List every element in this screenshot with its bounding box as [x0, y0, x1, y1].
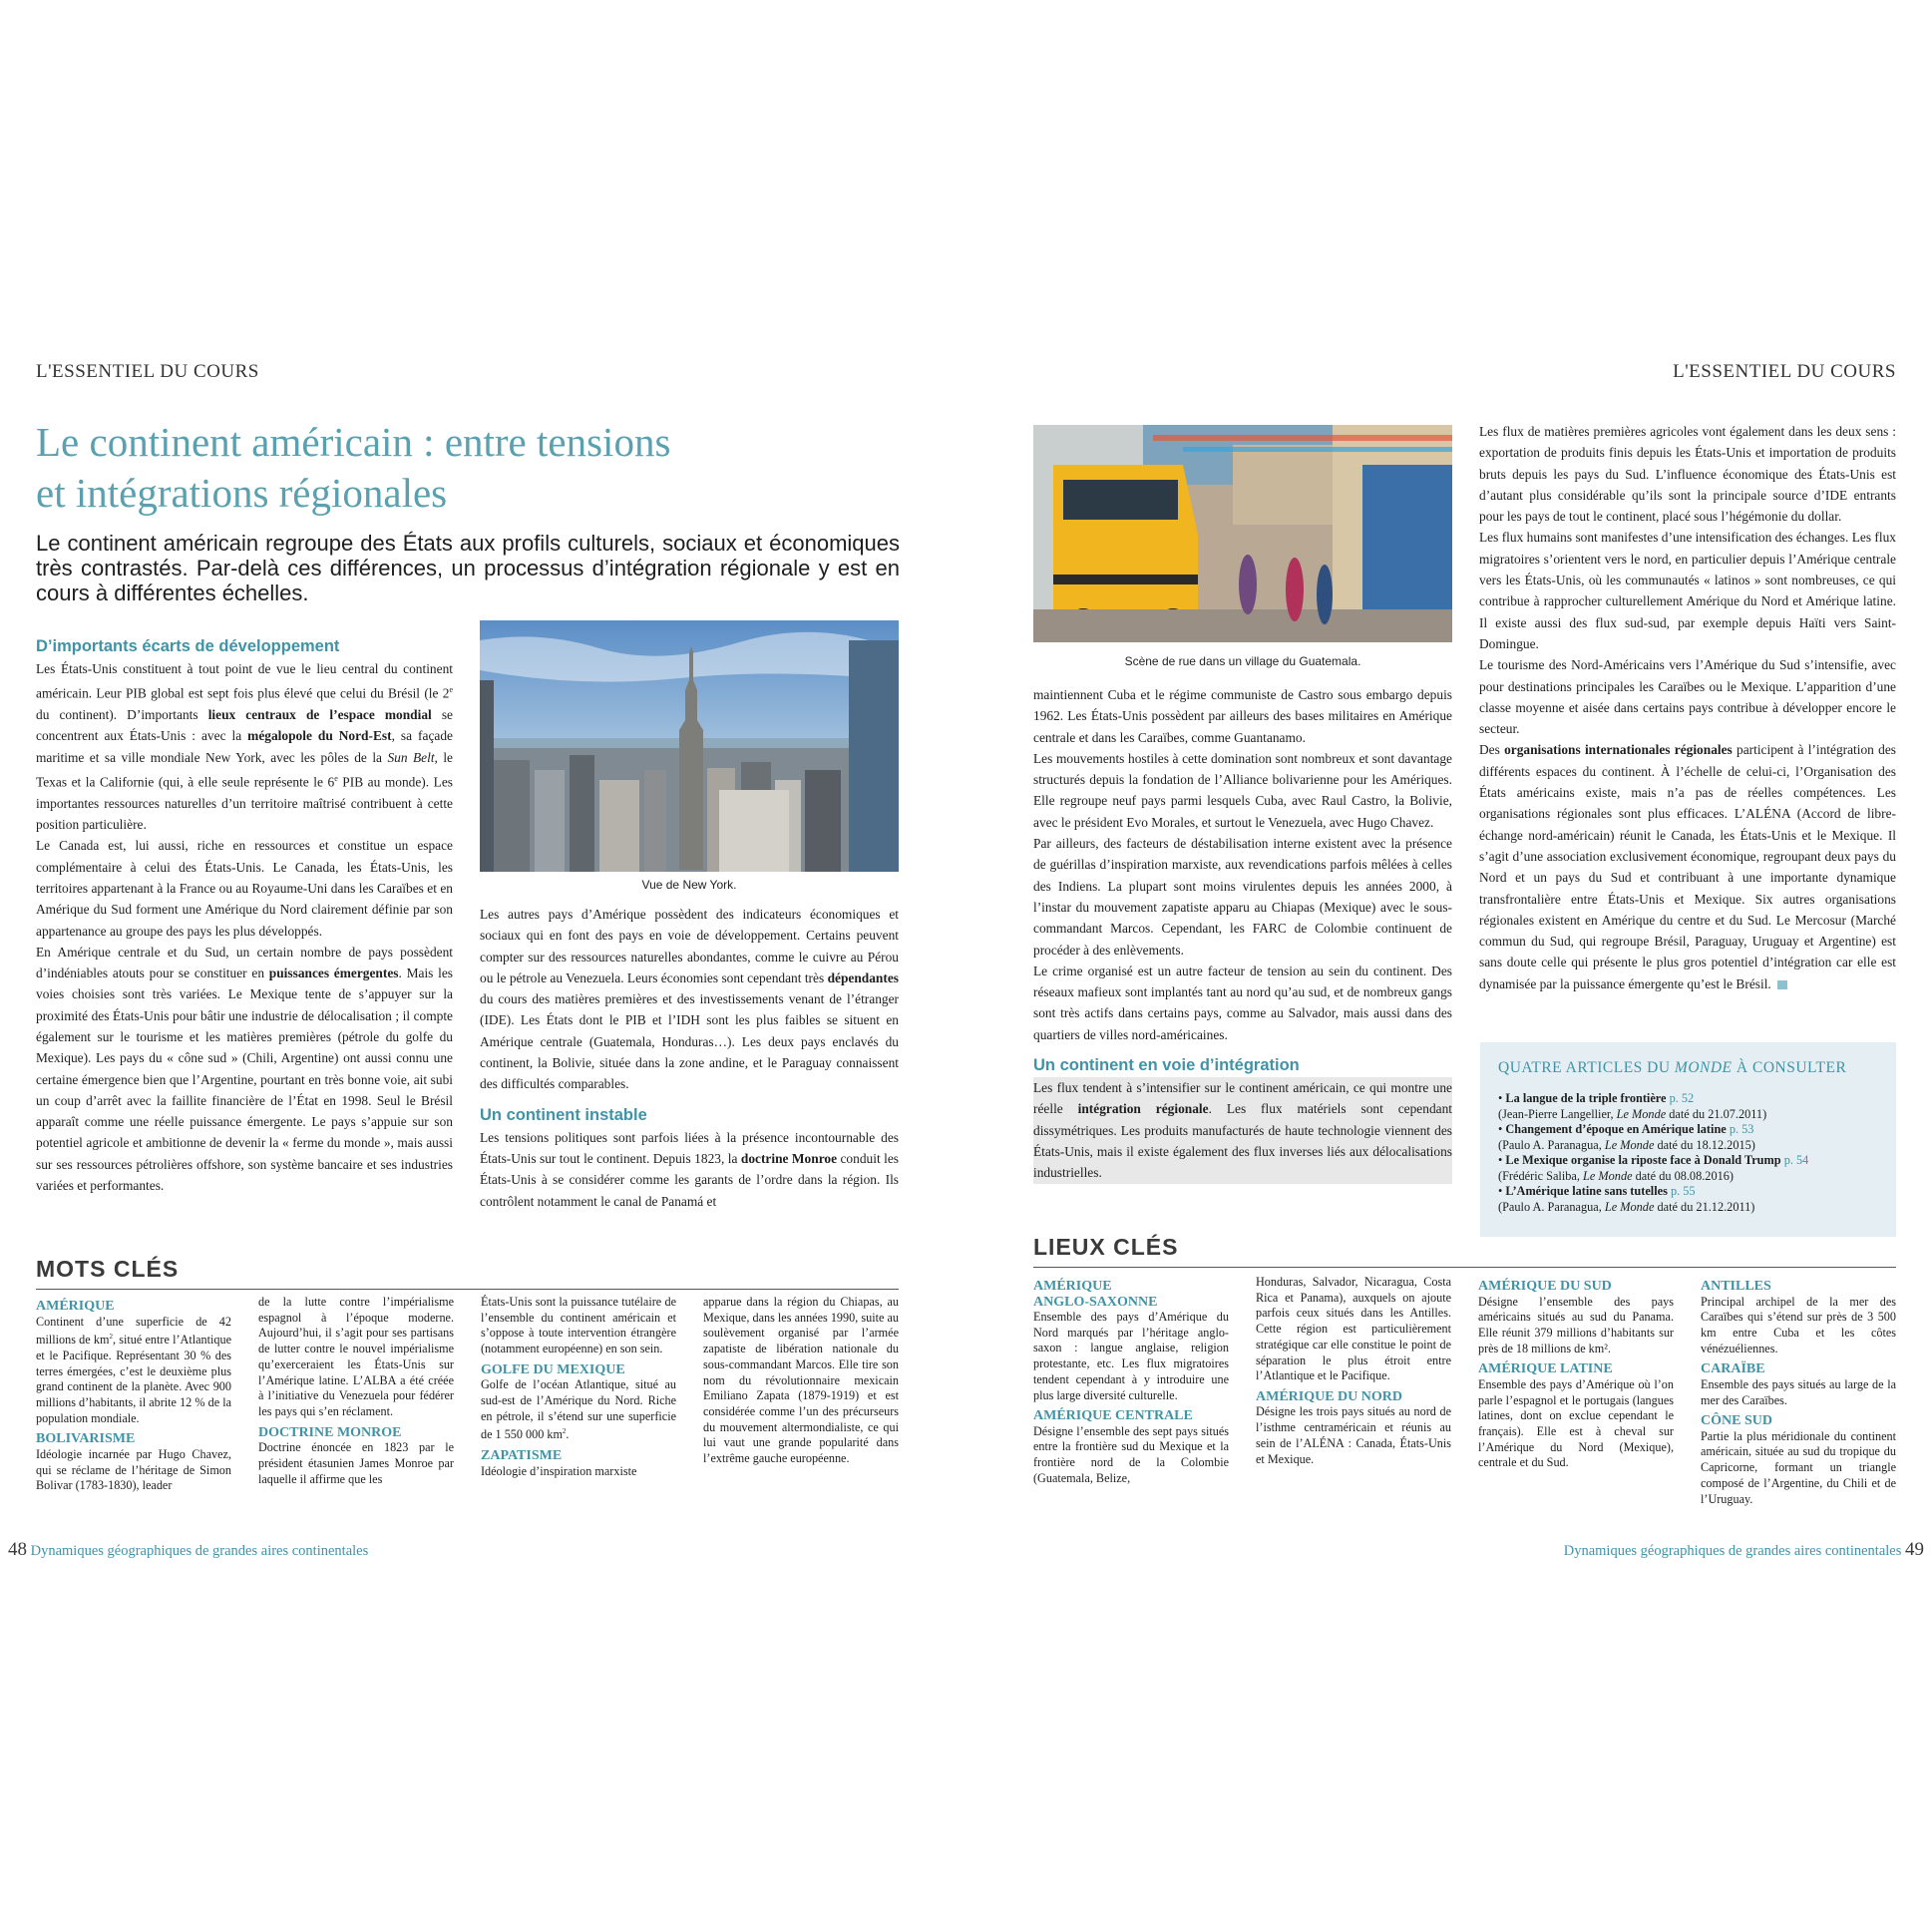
- paragraph: Les flux de matières premières agricoles vont également dans les deux sens : exportation de produits finis depuis les États-Unis et importation de produits bruts depuis les pays du Sud. L’influence économique des États-Unis est d’autant plus considérable qu’ils sont la principale source d’IDE entrants pour les pays de tout le continent, placé sous l’hégémonie du dollar.: [1479, 424, 1896, 525]
- page-number-left: 48: [8, 1539, 27, 1560]
- definition: de la lutte contre l’impérialisme espagnol à l’époque moderne. Aujourd’hui, il s’agit pour ses partisans de lutter contre le nouvel impérialisme qu’exerceraient les États-Unis sur l’Amérique latine. L’ALBA a été créée à l’initiative du Venezuela pour fédérer les pays qui s’en réclament.: [258, 1295, 454, 1418]
- photo-caption-new-york: Vue de New York.: [641, 878, 737, 892]
- title-line-2: et intégrations régionales: [36, 470, 448, 516]
- lieux-cles-column-4: [1701, 1279, 1896, 1507]
- guatemala-photo: [1033, 425, 1452, 642]
- running-head-right: L'ESSENTIEL DU COURS: [1673, 361, 1896, 382]
- column-1: [36, 634, 453, 1196]
- definition: apparue dans la région du Chiapas, au Mexique, dans les années 1990, suite au soulèvement organisé par l’armée zapatiste de libération nationale du sous-commandant Marcos. Elle tire son nom du révolutionnaire mexicain Emiliano Zapata (1879-1919) et est considérée comme l’un des précurseurs du mouvement altermondialiste, ce qui lui vaut une grande popularité dans l’extrême gauche européenne.: [703, 1295, 899, 1466]
- definition: Idéologie d’inspiration marxiste: [481, 1463, 637, 1478]
- definition: Doctrine énoncée en 1823 par le président étasunien James Monroe par laquelle il affirme que les: [258, 1440, 454, 1486]
- paragraph: Les tensions politiques sont parfois liées à la présence incontournable des États-Unis sur tout le continent. Depuis 1823, la doctrine Monroe conduit les États-Unis à se considérer comme les garants de l’ordre dans la région. Ils contrôlent notamment le canal de Panamá et: [480, 1129, 899, 1209]
- articles-box: [1480, 1042, 1896, 1237]
- definition: Désigne l’ensemble des pays américains situés au sud du Panama. Elle réunit 379 millions d’habitants sur près de 18 millions de km².: [1478, 1294, 1674, 1355]
- term-amerique-latine: AMÉRIQUE LATINE: [1478, 1361, 1613, 1377]
- section-heading-integration: Un continent en voie d’intégration: [1033, 1056, 1300, 1075]
- definition: Principal archipel de la mer des Caraïbes qui s’étend sur près de 3 500 km entre Cuba et les côtes vénézuéliennes.: [1701, 1294, 1896, 1355]
- paragraph: Les autres pays d’Amérique possèdent des indicateurs économiques et sociaux qui en font des pays en voie de développement. Certains peuvent compter sur des ressources naturelles abondantes, comme le cuivre au Pérou ou le pétrole au Venezuela. Leurs économies sont cependant très dépendantes du cours des matières premières et des investissements venant de l’étranger (IDE). Les États dont le PIB et l’IDH sont les plus faibles se situent en Amérique centrale (Guatemala, Honduras…). Les deux pays enclavés du continent, la Bolivie, située dans la zone andine, et le Paraguay connaissent des difficultés comparables.: [480, 907, 899, 1092]
- term-zapatisme: ZAPATISME: [481, 1448, 563, 1464]
- article-item: • L’Amérique latine sans tutelles p. 55 (Paulo A. Paranagua, Le Monde daté du 21.12.2011): [1498, 1184, 1755, 1214]
- footer-left: [8, 1539, 368, 1561]
- term-caraibe: CARAÏBE: [1701, 1361, 1765, 1377]
- mots-cles-rule: [36, 1289, 899, 1290]
- footer-right: [1564, 1539, 1924, 1561]
- term-amerique-anglo-saxonne: AMÉRIQUE ANGLO-SAXONNE: [1033, 1279, 1158, 1310]
- term-amerique-du-sud: AMÉRIQUE DU SUD: [1478, 1279, 1612, 1294]
- footer-left-text: Dynamiques géographiques de grandes aires continentales: [30, 1543, 369, 1559]
- end-square-icon: [1777, 980, 1787, 989]
- column-3: [1033, 684, 1452, 1184]
- mots-cles-title: MOTS CLÉS: [36, 1256, 180, 1282]
- section-heading-instable: Un continent instable: [480, 1105, 647, 1124]
- paragraph: Les mouvements hostiles à cette domination sont nombreux et sont davantage structurés depuis la fondation de l’Alliance bolivarienne pour les Amériques. Elle regroupe neuf pays parmi lesquels Cuba, avec Raul Castro, la Bolivie, avec le président Evo Morales, et surtout le Venezuela, avec Hugo Chavez.: [1033, 750, 1452, 830]
- lieux-cles-column-1: [1033, 1279, 1229, 1487]
- footer-right-text: Dynamiques géographiques de grandes aires continentales: [1563, 1543, 1902, 1559]
- term-amerique-du-nord: AMÉRIQUE DU NORD: [1256, 1388, 1402, 1404]
- mots-cles-column-1: [36, 1299, 231, 1494]
- term-golfe-du-mexique: GOLFE DU MEXIQUE: [481, 1361, 625, 1377]
- column-4: [1479, 421, 1896, 994]
- definition: Ensemble des pays d’Amérique où l’on parle l’espagnol et le portugais (langues latines, dont on exclue cependant le français). Elle est à cheval sur l’Amérique du Nord (Mexique), centrale et du Sud.: [1478, 1376, 1674, 1470]
- paragraph: maintiennent Cuba et le régime communiste de Castro sous embargo depuis 1962. Les États-Unis possèdent par ailleurs des bases militaires en Amérique centrale et dans les Caraïbes, comme Guantanamo.: [1033, 687, 1452, 745]
- definition: Continent d’une superficie de 42 millions de $km^2$, situé entre l’Atlantique et le Pacifique. Représentant 30 % des terres émergées, c’est le deuxième plus grand continent de la planète. Avec 900 millions d’habitants, il abrite 12 % de la population mondiale.: [36, 1314, 231, 1425]
- lieux-cles-rule: [1033, 1267, 1896, 1268]
- term-amerique-centrale: AMÉRIQUE CENTRALE: [1033, 1408, 1193, 1424]
- definition: Désigne les trois pays situés au nord de l’isthme centraméricain et réunis au sein de l’ALÉNA : Canada, États-Unis et Mexique.: [1256, 1404, 1451, 1466]
- column-2: [480, 904, 899, 1212]
- photo-caption-guatemala: Scène de rue dans un village du Guatemala.: [1124, 654, 1361, 668]
- chapeau: Le continent américain regroupe des États aux profils culturels, sociaux et économiques très contrastés. Par-delà ces différences, un processus d’intégration régionale y est en cours à différentes échelles.: [36, 531, 900, 605]
- paragraph: Les flux humains sont manifestes d’une intensification des échanges. Les flux migratoires s’orientent vers le nord, en particulier depuis l’Amérique centrale vers les États-Unis, où les communautés « latinos » sont nombreuses, ce qui contribue à rapprocher culturellement Amérique du Nord et Amérique latine. Il existe aussi des flux sud-sud, par exemple depuis Haïti vers Saint-Domingue.: [1479, 530, 1896, 651]
- definition: Partie la plus méridionale du continent américain, située au sud du tropique du Capricorne, formant un triangle composé de l’Argentine, du Chili et de l’Uruguay.: [1701, 1428, 1896, 1506]
- definition: Ensemble des pays situés au large de la mer des Caraïbes.: [1701, 1376, 1896, 1407]
- lieux-cles-column-3: [1478, 1279, 1674, 1471]
- definition: Idéologie incarnée par Hugo Chavez, qui se réclame de l’héritage de Simon Bolivar (1783-1830), leader: [36, 1446, 231, 1493]
- page-title: [36, 417, 934, 519]
- paragraph: Le tourisme des Nord-Américains vers l’Amérique du Sud s’intensifie, avec pour destinations principales les Caraïbes ou le Mexique. L’apparition d’une classe moyenne et aisée dans certains pays contribue à développer encore le secteur.: [1479, 657, 1896, 737]
- lieux-cles-column-2: [1256, 1275, 1451, 1467]
- lieux-cles-title: LIEUX CLÉS: [1033, 1234, 1179, 1260]
- term-amerique: AMÉRIQUE: [36, 1299, 115, 1314]
- article-page-link[interactable]: p. 54: [1783, 1153, 1809, 1167]
- new-york-photo: [480, 620, 899, 872]
- definition: Ensemble des pays d’Amérique du Nord marqués par l’héritage anglo-saxon : langue anglaise, religion protestante, etc. Les flux migratoires tendent cependant à y introduire une plus large diversité culturelle.: [1033, 1310, 1229, 1402]
- definition: Honduras, Salvador, Nicaragua, Costa Rica et Panama), auxquels on ajoute parfois ceux situés dans les Antilles. Cette région est particulièrement stratégique car elle constitue le point de séparation le plus étroit entre l’Atlantique et le Pacifique.: [1256, 1275, 1451, 1383]
- definition: Désigne l’ensemble des sept pays situés entre la frontière sud du Mexique et la frontière nord de la Colombie (Guatemala, Belize,: [1033, 1423, 1229, 1485]
- paragraph: Les États-Unis constituent à tout point de vue le lieu central du continent américain. Leur PIB global est sept fois plus élevé que celui du Brésil (le 2e du continent). D’importants lieux centraux de l’espace mondial se concentrent aux États-Unis : avec la mégalopole du Nord-Est, sa façade maritime et sa ville mondiale New York, avec les pôles de la Sun Belt, le Texas et la Californie (qui, à elle seule représente le 6e PIB au monde). Les importantes ressources naturelles d’un territoire maîtrisé contribuent à cette position particulière.: [36, 661, 454, 833]
- page-number-right: 49: [1905, 1539, 1924, 1560]
- term-doctrine-monroe: DOCTRINE MONROE: [258, 1424, 402, 1440]
- running-head-left: L'ESSENTIEL DU COURS: [36, 361, 259, 382]
- mots-cles-column-2: [258, 1295, 454, 1487]
- article-item: • Changement d’époque en Amérique latine p. 53 (Paulo A. Paranagua, Le Monde daté du 18.12.2015): [1498, 1122, 1755, 1152]
- title-line-1: Le continent américain : entre tensions: [36, 419, 671, 465]
- article-item: • La langue de la triple frontière p. 52 (Jean-Pierre Langellier, Le Monde daté du 21.07.2011): [1498, 1091, 1767, 1121]
- term-antilles: ANTILLES: [1701, 1279, 1771, 1294]
- term-bolivarisme: BOLIVARISME: [36, 1431, 136, 1447]
- article-page-link[interactable]: p. 52: [1669, 1091, 1695, 1105]
- paragraph: Par ailleurs, des facteurs de déstabilisation interne existent avec la présence de guérillas d’inspiration marxiste, aux revendications parfois mêlées à celles des Indiens. La plupart sont moins virulentes depuis les années 2000, à l’instar du mouvement zapatiste apparu au Chiapas (Mexique) avec le sous-commandant Marcos. Cependant, les FARC de Colombie continuent de procéder à des enlèvements.: [1033, 836, 1452, 958]
- article-page-link[interactable]: p. 53: [1729, 1122, 1754, 1136]
- highlighted-paragraph: Les flux tendent à s’intensifier sur le continent américain, ce qui montre une réelle intégration régionale. Les flux matériels sont cependant dissymétriques. Les produits manufacturés de haute technologie viennent des États-Unis, mais il existe également des flux inverses liés aux délocalisations industrielles.: [1033, 1077, 1452, 1183]
- term-cone-sud: CÔNE SUD: [1701, 1413, 1772, 1429]
- paragraph: Le Canada est, lui aussi, riche en ressources et constitue un espace complémentaire à celui des États-Unis. Le Canada, les États-Unis, les territoires appartenant à la France ou au Royaume-Uni dans les Caraïbes et en Amérique du Sud forment une Amérique du Nord clairement définie par son appartenance au groupe des pays les plus développés.: [36, 838, 453, 939]
- article-page-link[interactable]: p. 55: [1670, 1184, 1696, 1198]
- articles-box-title: QUATRE ARTICLES DU MONDE À CONSULTER: [1498, 1059, 1847, 1076]
- article-item: • Le Mexique organise la riposte face à Donald Trump p. 54 (Frédéric Saliba, Le Monde daté du 08.08.2016): [1498, 1153, 1809, 1183]
- mots-cles-column-3: [481, 1295, 676, 1479]
- paragraph: Le crime organisé est un autre facteur de tension au sein du continent. Des réseaux mafieux sont implantés tant au nord qu’au sud, et de nombreux gangs sont très actifs dans certains pays, comme au Salvador, mais aussi dans des quartiers de villes nord-américaines.: [1033, 963, 1452, 1042]
- definition: États-Unis sont la puissance tutélaire de l’ensemble du continent américain et s’oppose à toute intervention étrangère (notamment européenne) en son sein.: [481, 1295, 676, 1356]
- paragraph: En Amérique centrale et du Sud, un certain nombre de pays possèdent d’indéniables atouts pour se constituer en puissances émergentes. Mais les voies choisies sont très variées. Le Mexique tente de s’appuyer sur la proximité des États-Unis pour bâtir une industrie de délocalisation ; il compte également sur le tourisme et les matières premières (pétrole du golfe du Mexique). Les pays du « cône sud » (Chili, Argentine) ont aussi connu une certaine émergence bien que l’Argentine, pourtant en très bonne voie, ait subi un coup d’arrêt avec la faillite financière de l’État en 1998. Seul le Brésil apparaît comme une réelle puissance émergente. Le pays s’appuie sur son potentiel agricole et ambitionne de devenir la « ferme du monde », mais aussi sur ses ressources pétrolières offshore, son système bancaire et ses industries variées et performantes.: [36, 944, 454, 1194]
- section-heading-ecarts: D’importants écarts de développement: [36, 637, 340, 655]
- paragraph: Des organisations internationales régionales participent à l’intégration des différents espaces du continent. À l’échelle de celui-ci, l’Organisation des États américains existe, mais n’a pas de réelles compétences. Les organisations régionales sont plus efficaces. L’ALÉNA (Accord de libre-échange nord-américain) réunit le Canada, les États-Unis et le Mexique. Il s’agit d’une association exclusivement économique, regroupant deux pays du Nord et un pays du Sud et contribuant à une importante dynamique transfrontalière entre États-Unis et Mexique. Six autres organisations régionales existent en Amérique du centre et du Sud. Le Mercosur (Marché commun du Sud, qui regroupe Brésil, Paraguay, Uruguay et Argentine) est sans doute celle qui présente le plus gros potentiel d’intégration car elle est dynamisée par la puissance émergente qu’est le Brésil.: [1479, 742, 1896, 991]
- definition: Golfe de l’océan Atlantique, situé au sud-est de l’Amérique du Nord. Riche en pétrole, il s’étend sur une superficie de 1 550 000 $km^2$.: [481, 1377, 676, 1442]
- mots-cles-column-4: [703, 1295, 899, 1467]
